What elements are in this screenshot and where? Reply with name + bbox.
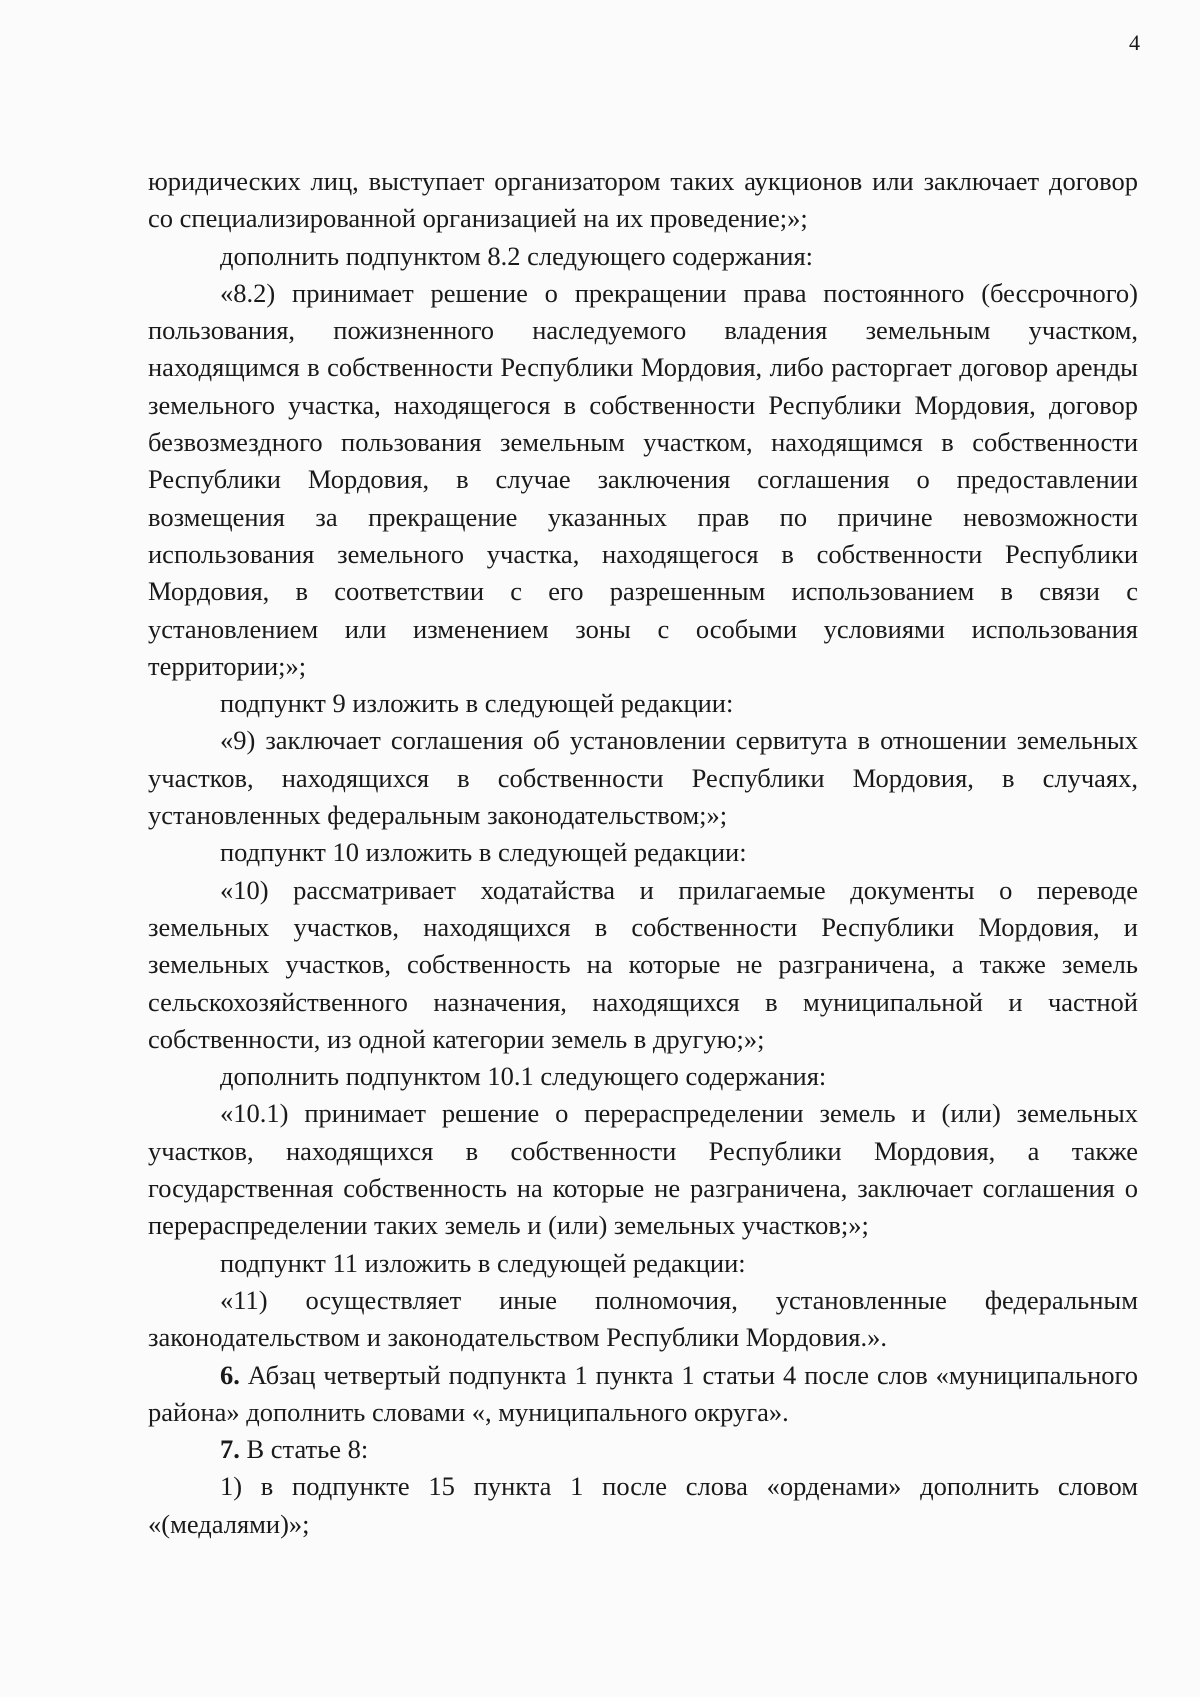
paragraph: подпункт 11 изложить в следующей редакции:	[220, 1247, 746, 1278]
paragraph: подпункт 9 изложить в следующей редакции:	[220, 688, 734, 719]
paragraph: дополнить подпунктом 8.2 следующего содержания:	[220, 240, 814, 271]
paragraph-number: 6.	[220, 1359, 240, 1390]
paragraph-text: В статье 8:	[246, 1434, 369, 1465]
paragraph: «8.2) принимает решение о прекращении права постоянного (бессрочного) пользования, пожизненного наследуемого владения земельным участком, находящимся в собственности Республики Мордовия, либо расторгает договор аренды земельного участка, находящегося в собственности Республики Мордовия, договор безвозмездного пользования земельным участком, находящимся в собственности Республики Мордовия, в случае заключения соглашения о предоставлении возмещения за прекращение указанных прав по причине невозможности использования земельного участка, находящегося в собственности Республики Мордовия, в соответствии с его разрешенным использованием в связи с установлением или изменением зоны с особыми условиями использования территории;»;	[148, 277, 1138, 681]
paragraph: «10.1) принимает решение о перераспределении земель и (или) земельных участков, находящихся в собственности Республики Мордовия, а также государственная собственность на которые не разграничена, заключает соглашения о перераспределении таких земель и (или) земельных участков;»;	[148, 1098, 1138, 1241]
numbered-paragraph	[148, 1431, 1138, 1468]
paragraph: «10) рассматривает ходатайства и прилагаемые документы о переводе земельных участков, находящихся в собственности Республики Мордовия, и земельных участков, собственность на которые не разграничена, а также земель сельскохозяйственного назначения, находящихся в муниципальной и частной собственности, из одной категории земель в другую;»;	[148, 874, 1138, 1054]
paragraph: «9) заключает соглашения об установлении сервитута в отношении земельных участков, находящихся в собственности Республики Мордовия, в случаях, установленных федеральным законодательством;»;	[148, 725, 1138, 831]
paragraph-text: Абзац четвертый подпункта 1 пункта 1 статьи 4 после слов «муниципального района» дополнить словами «, муниципального округа».	[148, 1359, 1138, 1427]
paragraph: 1) в подпункте 15 пункта 1 после слова «орденами» дополнить словом «(медалями)»;	[148, 1471, 1138, 1539]
paragraph: подпункт 10 изложить в следующей редакции:	[220, 837, 747, 868]
paragraph: «11) осуществляет иные полномочия, установленные федеральным законодательством и законодательством Республики Мордовия.».	[148, 1284, 1138, 1353]
paragraph: дополнить подпунктом 10.1 следующего содержания:	[220, 1061, 827, 1092]
numbered-paragraph	[148, 1357, 1138, 1432]
paragraph-number: 7.	[220, 1434, 240, 1465]
page-number: 4	[1129, 30, 1140, 55]
document-body	[148, 163, 1138, 1543]
paragraph: юридических лиц, выступает организатором таких аукционов или заключает договор со специализированной организацией на их проведение;»;	[148, 166, 1138, 234]
